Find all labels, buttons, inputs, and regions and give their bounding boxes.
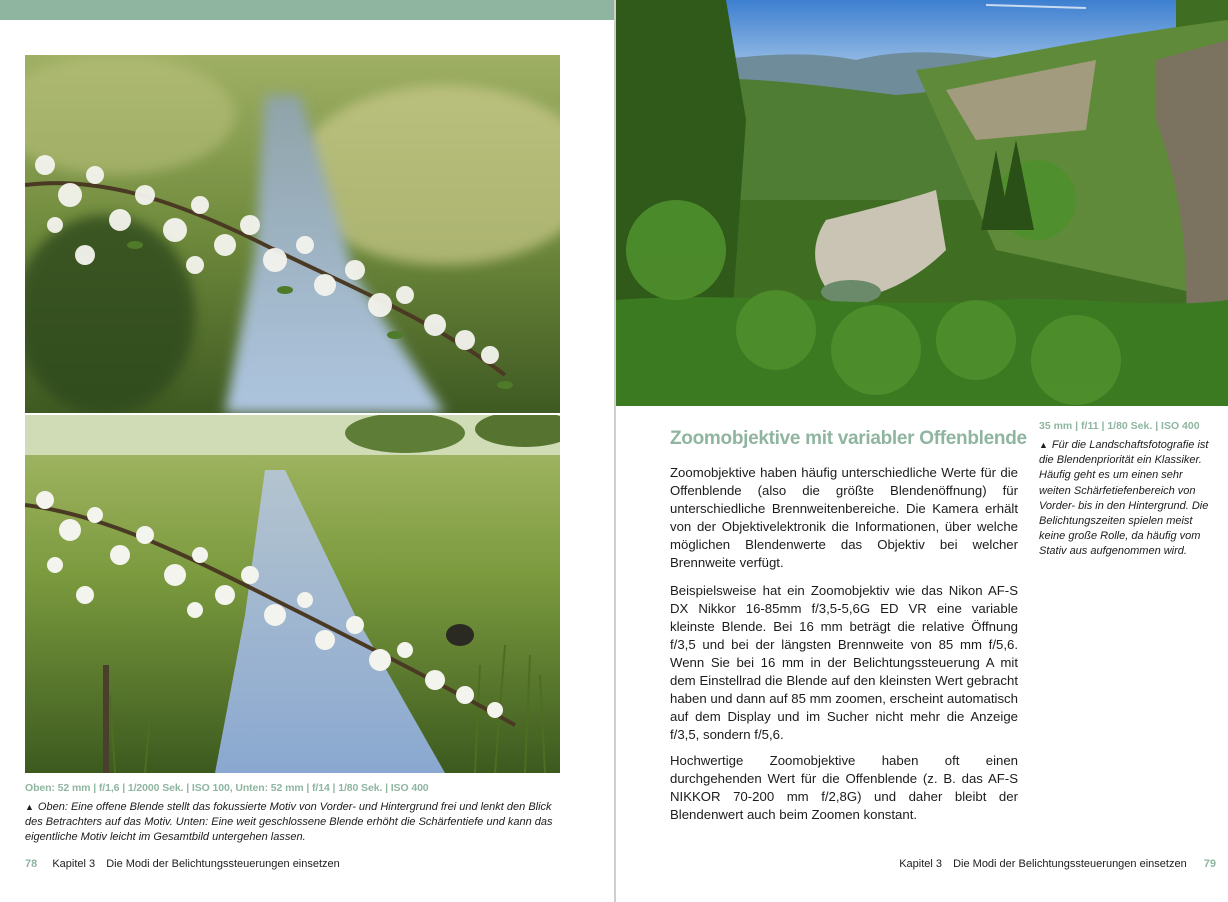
left-caption-body: Oben: Eine offene Blende stellt das fokussierte Motiv von Vorder- und Hintergrund frei und lenkt den Blick des Betrachters auf das Motiv. Unten: Eine weit geschlossene Blende erhöht die Schärfentiefe und kann das eigentliche Motiv leicht im Gesamtbild untergehen lassen. — [25, 801, 553, 843]
photo-bottom-graphic — [25, 415, 560, 773]
section-heading: Zoomobjektive mit variabler Offenblende — [670, 428, 1027, 449]
side-caption — [1039, 438, 1214, 560]
left-footer — [25, 858, 340, 870]
landscape-graphic — [616, 0, 1228, 406]
photo-landscape-valley — [616, 0, 1228, 406]
photo-top-open-aperture — [25, 55, 560, 413]
right-page-number: 79 — [1203, 858, 1216, 870]
top-accent-band — [0, 0, 614, 20]
left-caption-text — [25, 800, 560, 845]
body-paragraph-2: Beispielsweise hat ein Zoomobjektiv wie das Nikon AF-S DX Nikkor 16-85mm f/3,5-5,6G ED VR eine variable kleinste Blende. Bei 16 mm beträgt die relative Öffnung f/3,5 und bei der längsten Brennweite von 85 mm f/5,6. Wenn Sie bei 16 mm in der Belichtungssteuerung A mit dem Einstellrad die Blende auf den kleinsten Wert gebracht haben und dann auf 85 mm zoomen, erscheint automatisch auf dem Display und im Sucher nicht mehr die Anzeige f/3,5, sondern f/5,6. — [670, 583, 1018, 742]
left-footer-chapter: Kapitel 3 — [52, 858, 96, 870]
side-caption-body: Für die Landschaftsfotografie ist die Blendenpriorität ein Klassiker. Häufig geht es um einen sehr weiten Schärfetiefenbereich von Vorder- bis in den Hintergrund. Die Belichtungszeiten spielen meist keine große Rolle, da häufig vom Stativ aus aufgenommen wird. — [1039, 439, 1209, 558]
right-footer-title: Die Modi der Belichtungssteuerungen einsetzen — [953, 858, 1187, 870]
left-footer-title: Die Modi der Belichtungssteuerungen einsetzen — [106, 858, 340, 870]
right-footer — [899, 858, 1216, 870]
side-caption-meta: 35 mm | f/11 | 1/80 Sek. | ISO 400 — [1039, 420, 1200, 432]
body-paragraph-1: Zoomobjektive haben häufig unterschiedliche Werte für die Offenblende (also die größte Blendenöffnung) für unterschiedliche Brennweitenbereiche. Die Kamera erhält von der Objektivelektronik die Informationen, über welche möglichen Blendenwerte das Objektiv bei welcher Brennweite verfügt. — [670, 465, 1018, 570]
triangle-up-icon: ▲ — [1039, 440, 1048, 450]
body-paragraph-3: Hochwertige Zoomobjektive haben oft einen durchgehenden Wert für die Offenblende (z. B. das AF-S NIKKOR 70-200 mm f/2,8G) und daher bleibt der Blendenwert auch beim Zoomen konstant. — [670, 753, 1018, 822]
left-caption-meta: Oben: 52 mm | f/1,6 | 1/2000 Sek. | ISO 100, Unten: 52 mm | f/14 | 1/80 Sek. | ISO 400 — [25, 782, 429, 794]
left-page-number: 78 — [25, 858, 38, 870]
triangle-up-icon: ▲ — [25, 802, 34, 812]
photo-top-graphic — [25, 55, 560, 413]
photo-bottom-closed-aperture — [25, 415, 560, 773]
right-page — [616, 0, 1228, 902]
right-footer-chapter: Kapitel 3 — [899, 858, 943, 870]
